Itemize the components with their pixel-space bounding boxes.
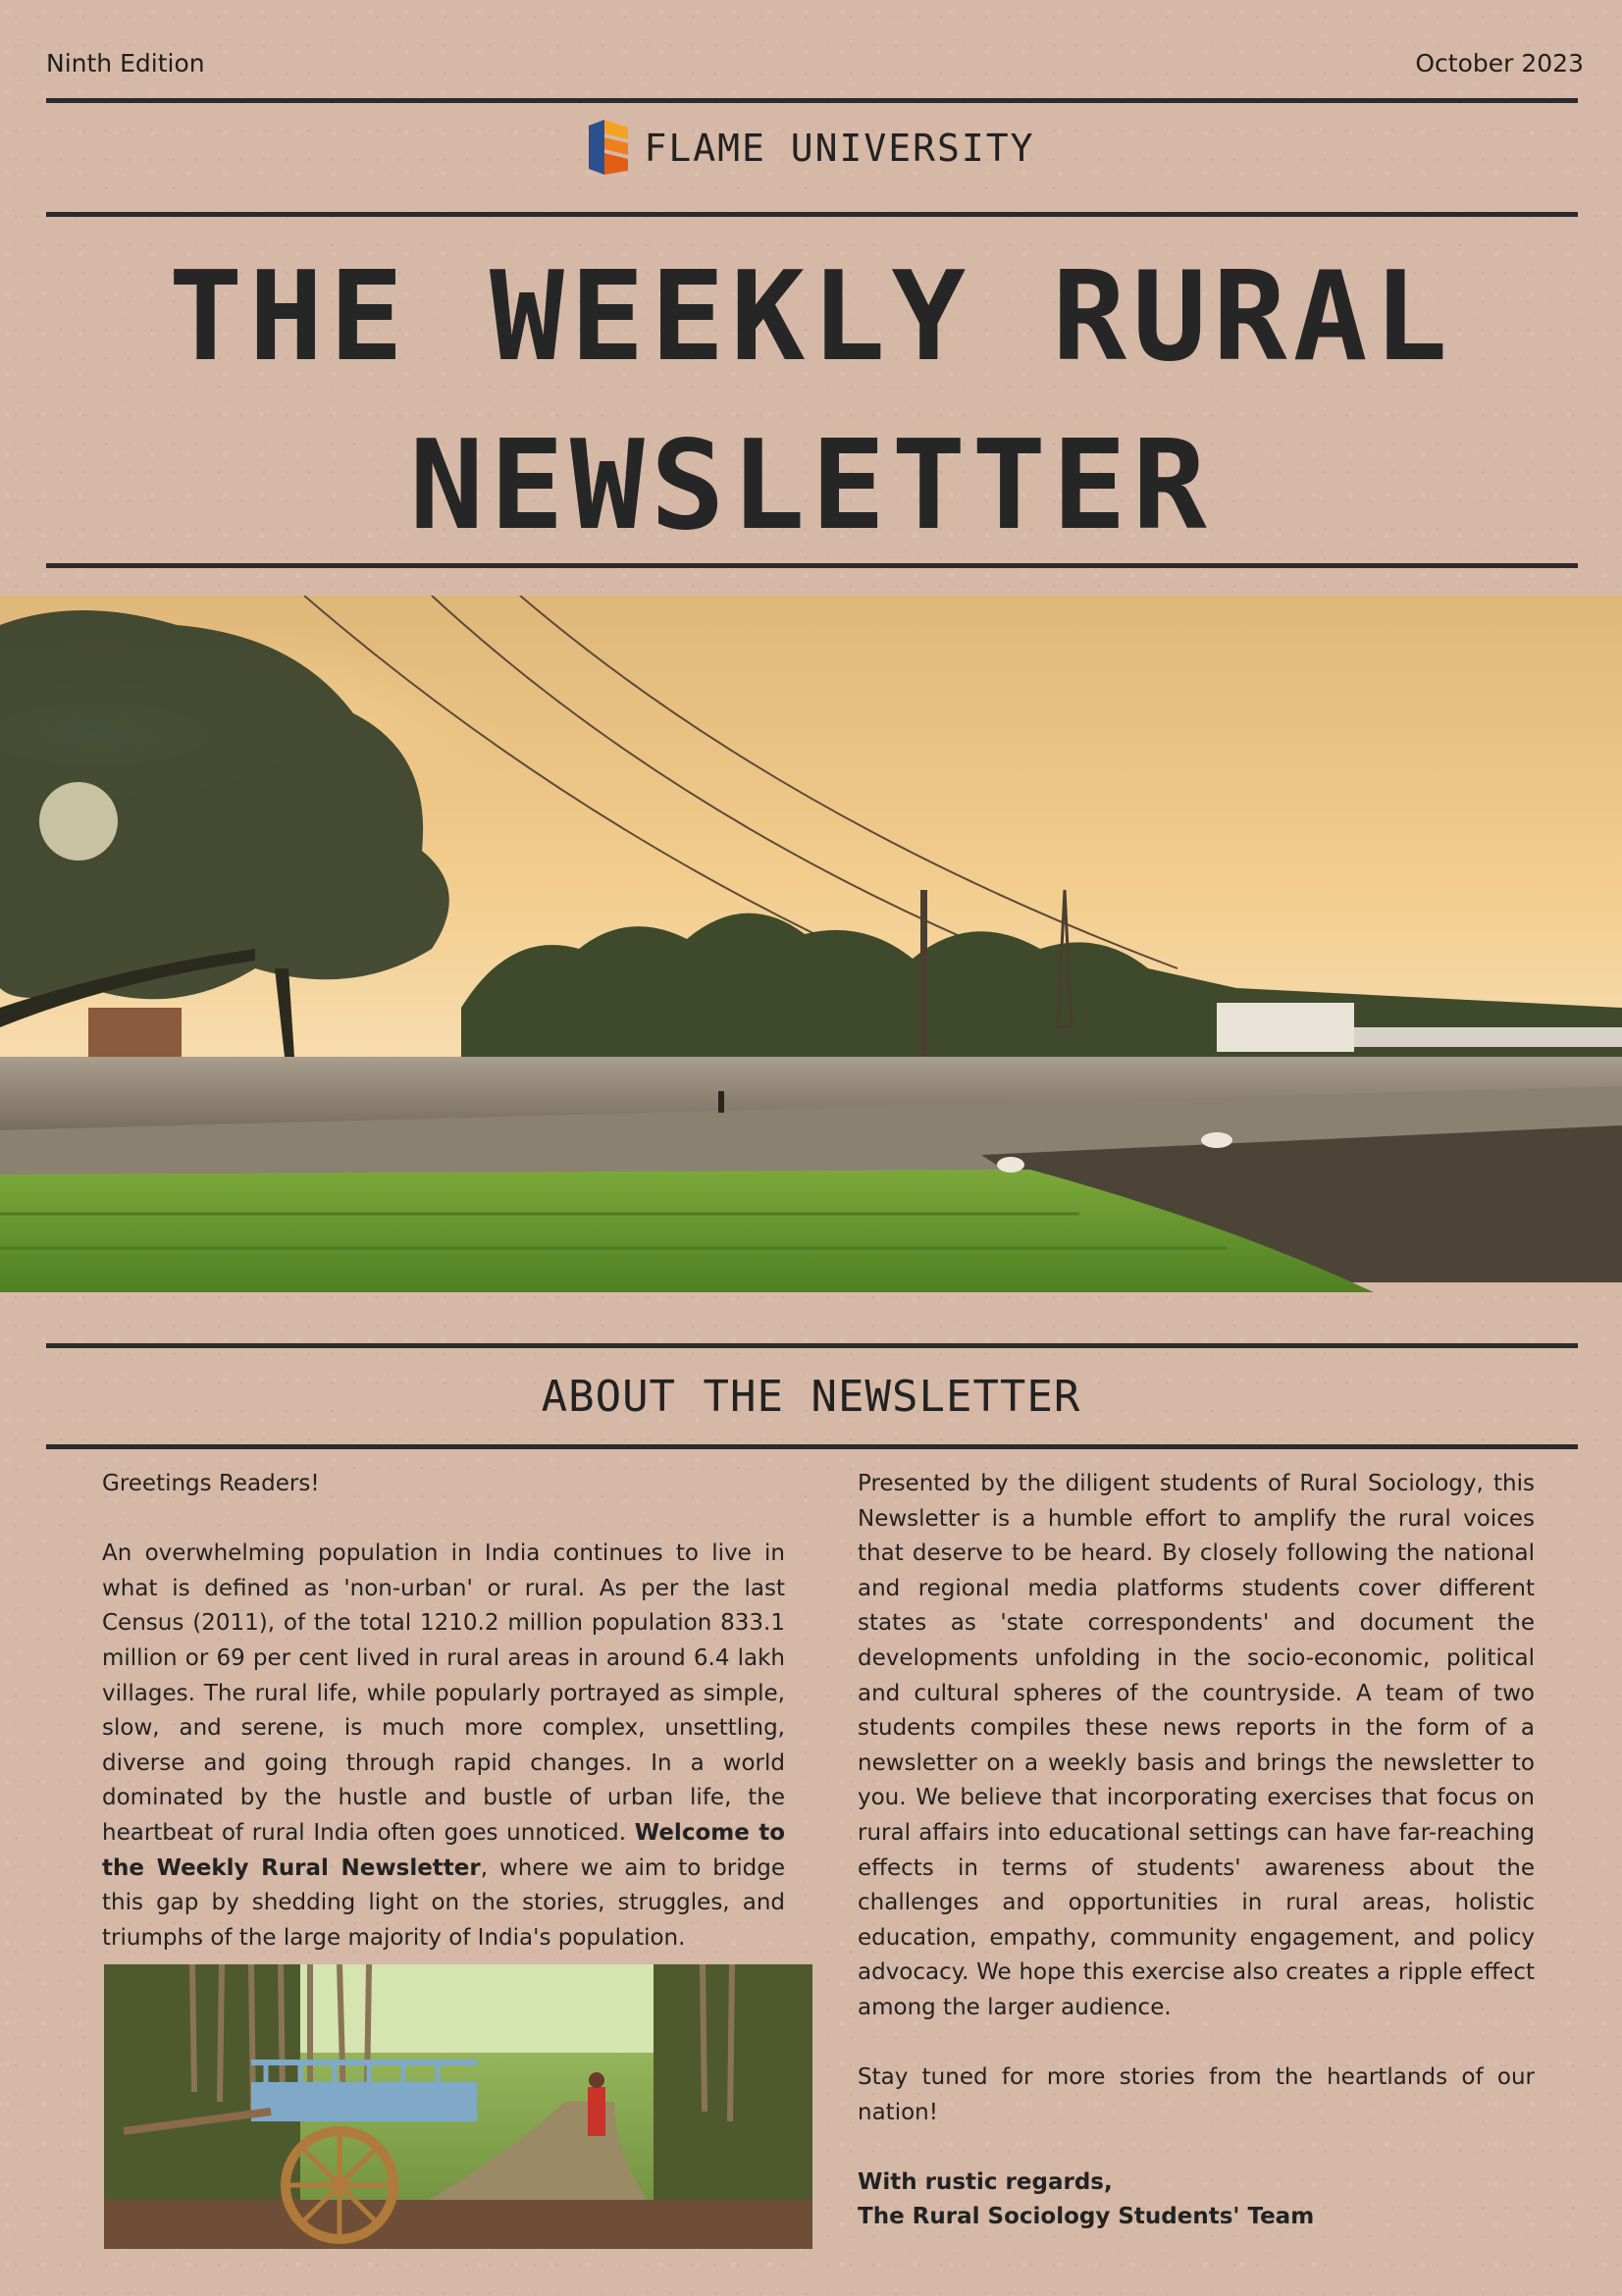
- section-top-rule: [46, 1343, 1578, 1348]
- intro-text-start: An overwhelming population in India continues to live in what is defined as 'non-urban' or rural. As per the last Census (2011), of the total 1210.2 million population 833.1 million or 69 per cent lived in rural areas in around 6.4 lakh villages. The rural life, while popularly portrayed as simple, slow, and serene, is much more complex, unsettling, diverse and going through rapid changes. In a world dominated by the hustle and bustle of urban life, the heartbeat of rural India often goes unnoticed.: [102, 1540, 785, 1846]
- masthead-top-rule: [46, 212, 1578, 217]
- signoff-line-1: With rustic regards,: [858, 2168, 1113, 2195]
- university-logo: [0, 118, 1622, 179]
- bullock-cart-photo: [104, 1964, 812, 2249]
- issue-date: October 2023: [1415, 49, 1584, 78]
- masthead-title: [0, 233, 1622, 570]
- masthead-line-2: NEWSLETTER: [409, 413, 1213, 557]
- greeting: Greetings Readers!: [102, 1471, 320, 1496]
- stay-tuned-paragraph: Stay tuned for more stories from the heartlands of our nation!: [858, 2064, 1535, 2125]
- section-title: ABOUT THE NEWSLETTER: [541, 1372, 1081, 1422]
- masthead-bottom-rule: [46, 563, 1578, 568]
- welcome-bold: Welcome to the Weekly Rural Newsletter: [102, 1819, 785, 1881]
- logo-text: FLAME UNIVERSITY: [644, 127, 1035, 170]
- left-column: [102, 1467, 785, 1991]
- top-rule: [46, 98, 1578, 103]
- edition-label: Ninth Edition: [46, 49, 205, 78]
- section-bottom-rule: [46, 1444, 1578, 1449]
- signoff-line-2: The Rural Sociology Students' Team: [858, 2204, 1315, 2230]
- masthead-line-1: THE WEEKLY RURAL: [168, 244, 1454, 389]
- intro-text-end: , where we aim to bridge this gap by shedding light on the stories, struggles, and triumphs of the large majority of India's population.: [102, 1854, 785, 1951]
- flame-logo-icon: [587, 118, 630, 179]
- intro-paragraph: [102, 1537, 785, 1956]
- hero-photo: [0, 596, 1622, 1292]
- mission-paragraph: Presented by the diligent students of Rural Sociology, this Newsletter is a humble effort to amplify the rural voices that deserve to be heard. By closely following the national and regional media platforms students cover different states as 'state correspondents' and document the developments unfolding in the socio-economic, political and cultural spheres of the countryside. A team of two students compiles these news reports in the form of a newsletter on a weekly basis and brings the newsletter to you. We believe that incorporating exercises that focus on rural affairs into educational settings can have far-reaching effects in terms of students' awareness about the challenges and opportunities in rural areas, holistic education, empathy, community engagement, and policy advocacy. We hope this exercise also creates a ripple effect among the larger audience.: [858, 1471, 1535, 2020]
- right-column: [858, 1467, 1535, 2235]
